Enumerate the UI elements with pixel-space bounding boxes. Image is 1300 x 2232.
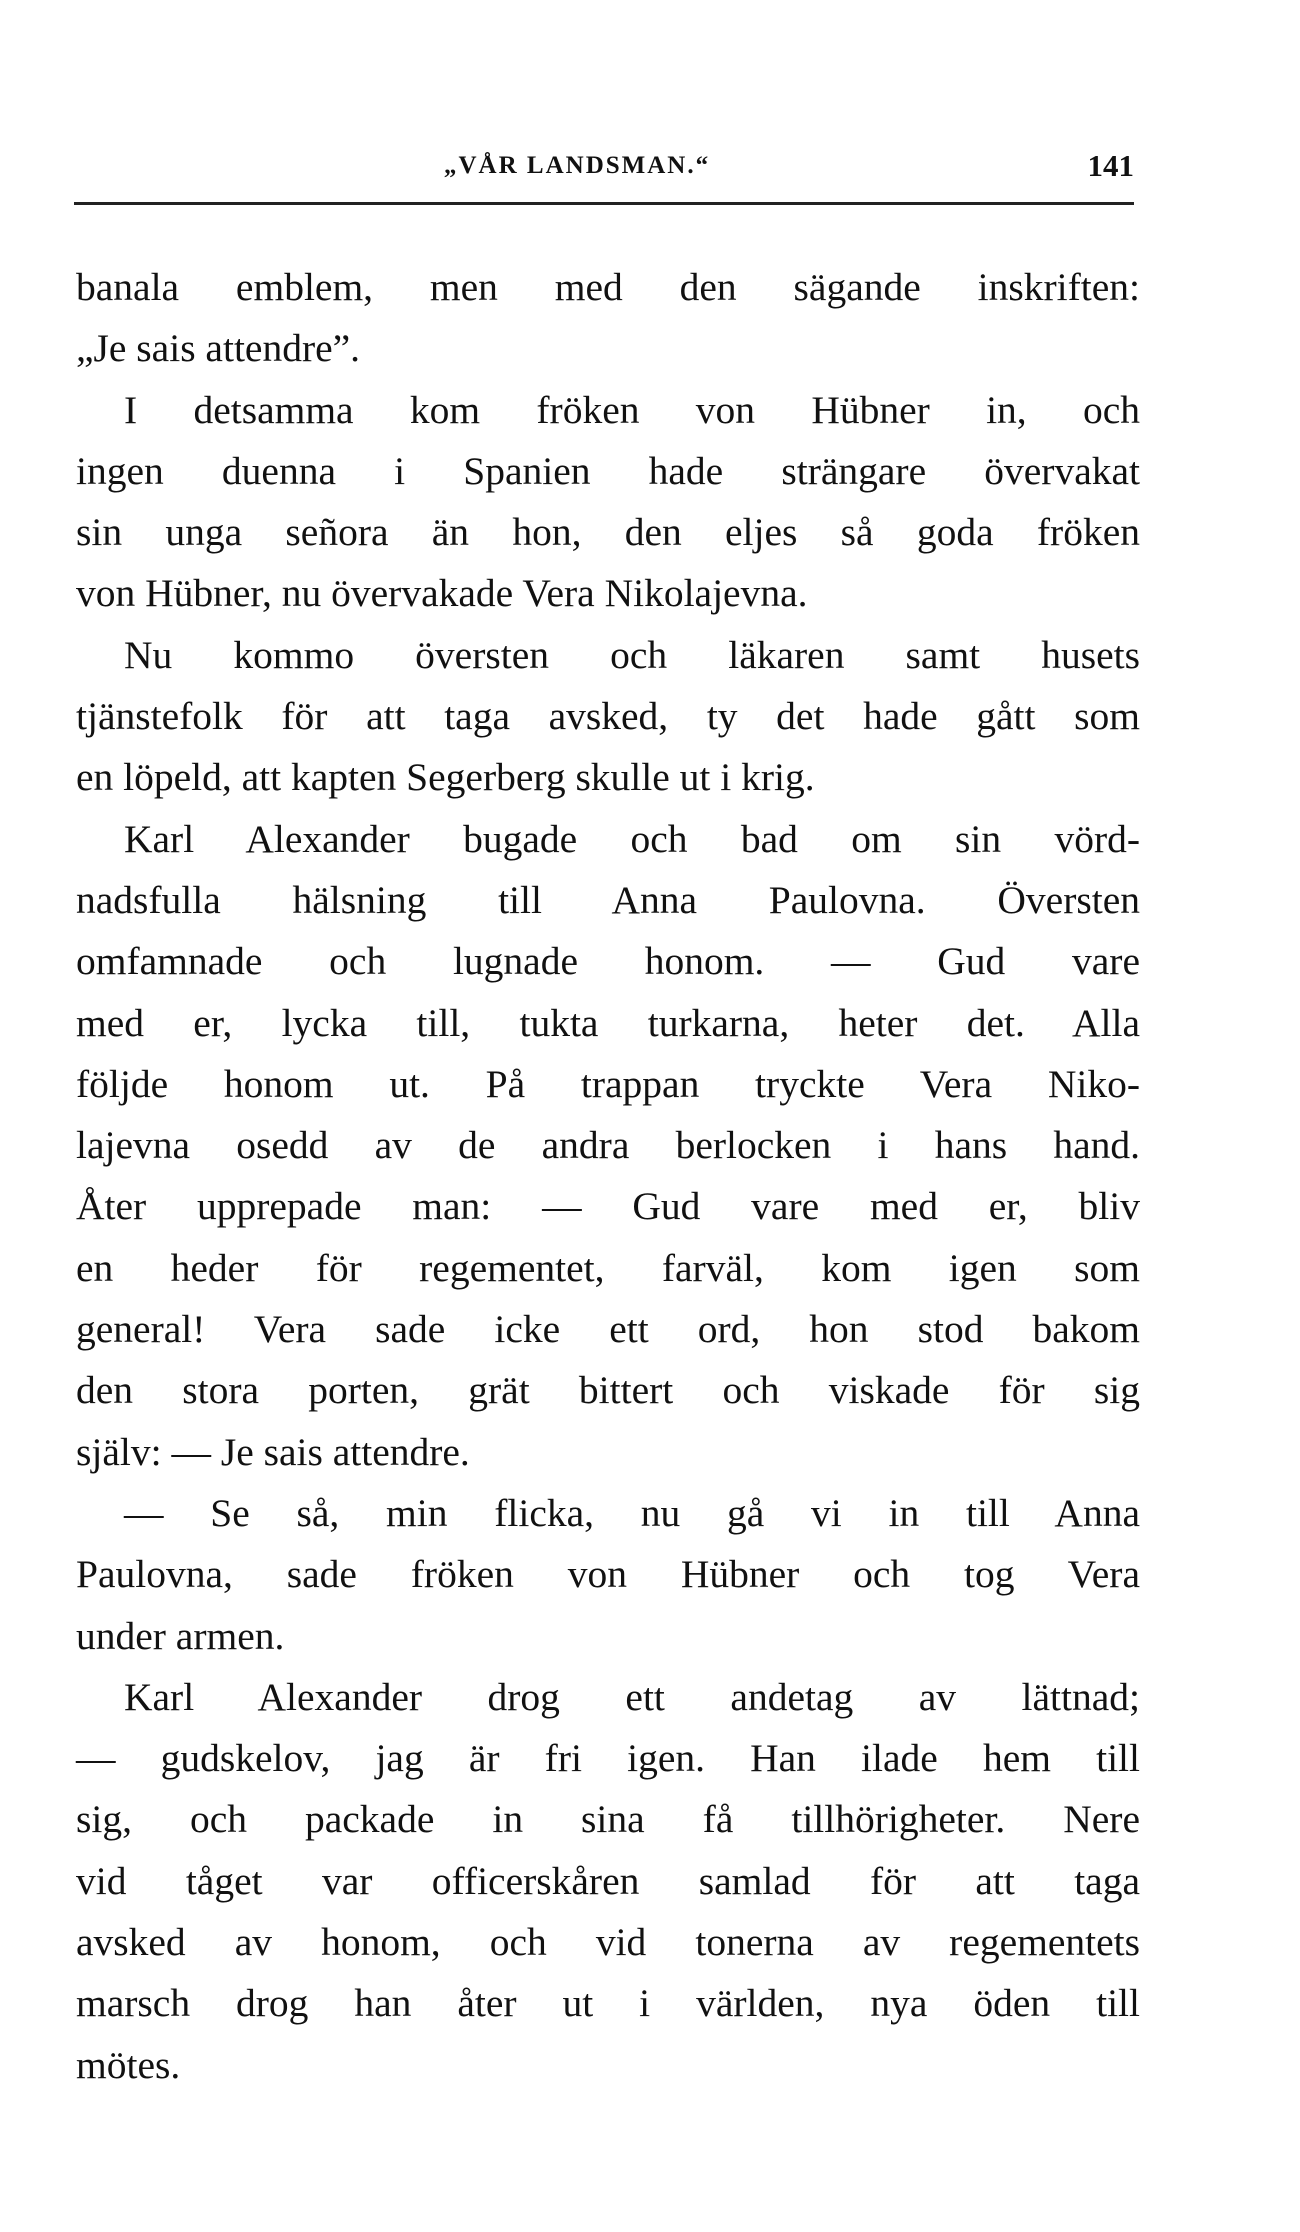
text-line: general! Vera sade icke ett ord, hon stod bakom [76,1307,1140,1352]
text-line: en heder för regementet, farväl, kom igen som [76,1245,1140,1290]
text-line: under armen. [76,1613,285,1658]
text-line: en löpeld, att kapten Segerberg skulle ut i krig. [76,755,815,800]
text-line: tjänstefolk för att taga avsked, ty det hade gått som [76,694,1140,739]
text-line: med er, lycka till, tukta turkarna, heter det. Alla [76,1000,1140,1045]
text-line: Åter upprepade man: — Gud vare med er, bliv [76,1184,1140,1229]
text-line: Paulovna, sade fröken von Hübner och tog Vera [76,1552,1140,1597]
page-number: 141 [1087,148,1134,183]
text-line: Karl Alexander drog ett andetag av lättnad; [124,1674,1140,1719]
text-line: — gudskelov, jag är fri igen. Han ilade hem till [76,1736,1140,1781]
text-line: Karl Alexander bugade och bad om sin vörd- [124,816,1140,861]
text-line: omfamnade och lugnade honom. — Gud vare [76,939,1140,984]
text-line: själv: — Je sais attendre. [76,1429,470,1474]
running-title: „VÅR LANDSMAN.“ [444,152,711,179]
text-line: I detsamma kom fröken von Hübner in, och [124,387,1140,432]
text-line: följde honom ut. På trappan tryckte Vera Niko- [76,1061,1140,1106]
text-line: marsch drog han åter ut i världen, nya öden till [76,1981,1140,2026]
text-line: den stora porten, grät bittert och viskade för sig [76,1368,1140,1413]
text-line: mötes. [76,2042,181,2087]
text-line: von Hübner, nu övervakade Vera Nikolajevna. [76,571,808,616]
header-rule [74,202,1134,205]
text-line: vid tåget var officerskåren samlad för att taga [76,1858,1140,1903]
text-line: Nu kommo översten och läkaren samt husets [124,632,1140,677]
text-line: ingen duenna i Spanien hade strängare övervakat [76,448,1140,493]
text-line: nadsfulla hälsning till Anna Paulovna. Översten [76,877,1140,922]
text-line: banala emblem, men med den sägande inskriften: [76,265,1140,309]
text-line: — Se så, min flicka, nu gå vi in till Anna [124,1490,1140,1535]
running-header [74,146,1134,190]
text-line: „Je sais attendre”. [76,326,361,371]
text-line: lajevna osedd av de andra berlocken i hans hand. [76,1123,1140,1168]
text-line: sig, och packade in sina få tillhörigheter. Nere [76,1797,1140,1842]
text-line: sin unga señora än hon, den eljes så goda fröken [76,510,1140,555]
text-line: avsked av honom, och vid tonerna av regementets [76,1920,1140,1965]
body-text [76,257,1140,2096]
